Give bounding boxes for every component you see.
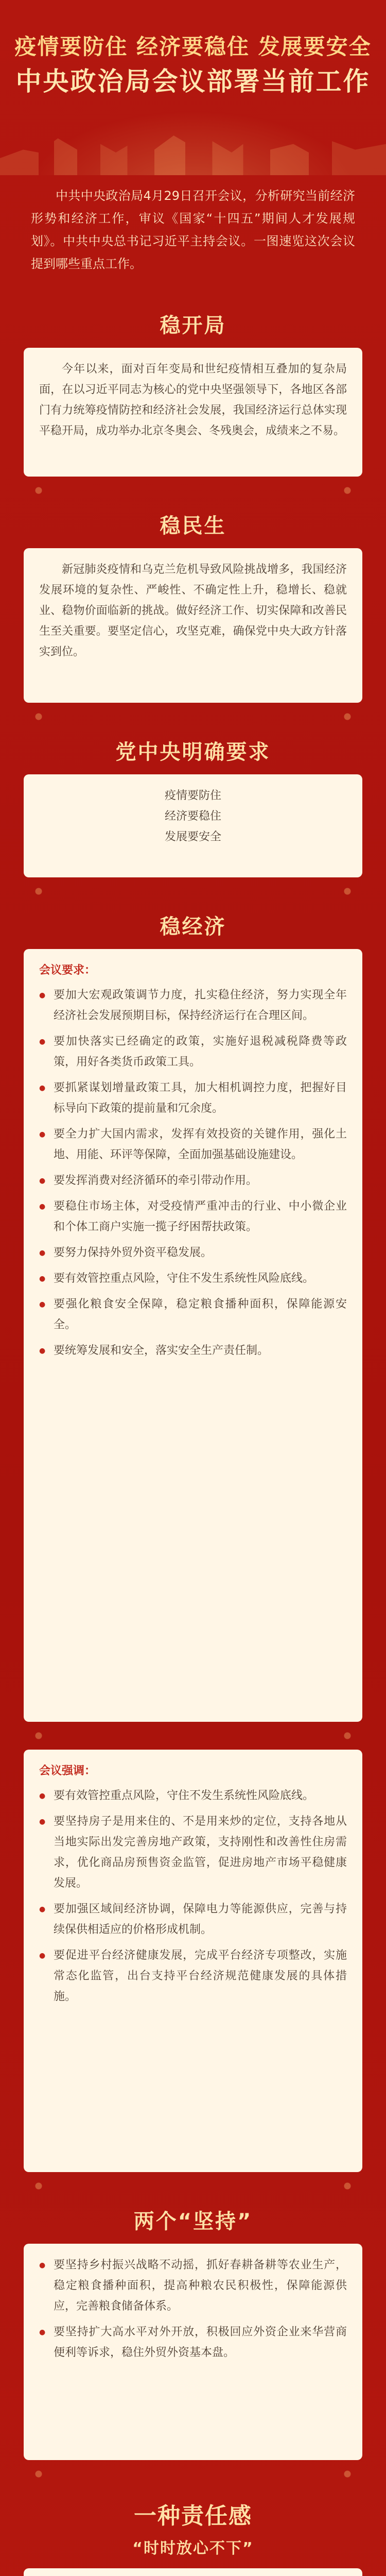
divider bbox=[0, 884, 386, 899]
wen-jingji-bullet: ● 要统筹发展和安全，落实安全生产责任制。 bbox=[39, 1341, 347, 1361]
huiyi-qiangdiao-heading: 会议强调： bbox=[39, 1765, 96, 1777]
huiyi-qiangdiao-bullet: ● 要坚持房子是用来住的、不是用来炒的定位，支持各地从当地实际出发完善房地产政策，支持刚性和改善性住房需求，优化商品房预售资金监管，促进房地产市场平稳健康发展。 bbox=[39, 1811, 347, 1894]
section-title-zeren bbox=[0, 2497, 386, 2558]
huiyi-qiangdiao-bullet: ● 要促进平台经济健康发展，完成平台经济专项整改，实施常态化监管，出台支持平台经济规范健康发展的具体措施。 bbox=[39, 1945, 347, 2007]
wen-jingji-bullet: ● 要稳住市场主体，对受疫情严重冲击的行业、中小微企业和个体工商户实施一揽子纾困帮扶政策。 bbox=[39, 1196, 347, 1238]
card-wen-minsheng bbox=[24, 548, 362, 703]
wen-jingji-bullet: ● 要抓紧谋划增量政策工具，加大相机调控力度，把握好目标导向下政策的提前量和冗余度。 bbox=[39, 1078, 347, 1119]
header-tagline: 疫情要防住 经济要稳住 发展要安全 bbox=[14, 34, 372, 59]
dangzhongyang-item: 发展要安全 bbox=[164, 831, 221, 843]
intro-paragraph: 中共中央政治局4月29日召开会议，分析研究当前经济形势和经济工作，审议《国家“十四五”期间人才发展规划》。中共中央总书记习近平主持会议。一图速览这次会议提到哪些重点工作。 bbox=[31, 189, 355, 271]
huiyi-qiangdiao-bullet: ● 要有效管控重点风险，守住不发生系统性风险底线。 bbox=[39, 1786, 347, 1806]
wen-kaiju-text: 今年以来，面对百年变局和世纪疫情相互叠加的复杂局面，在以习近平同志为核心的党中央坚强领导下，各地区各部门有力统筹疫情防控和经济社会发展，我国经济运行总体实现平稳开局，成功举办北京冬奥会、冬残奥会，成绩来之不易。 bbox=[39, 363, 347, 437]
dangzhongyang-item: 经济要稳住 bbox=[164, 810, 221, 823]
header-title: 中央政治局会议部署当前工作 bbox=[15, 66, 371, 96]
huiyi-qiangdiao-bullets bbox=[39, 1786, 347, 2007]
wen-jingji-bullet: ● 要加大宏观政策调节力度，扎实稳住经济，努力实现全年经济社会发展预期目标，保持经济运行在合理区间。 bbox=[39, 985, 347, 1026]
card-zeren bbox=[24, 2568, 362, 2576]
wen-jingji-bullet: ● 要加快落实已经确定的政策，实施好退税减税降费等政策，用好各类货币政策工具。 bbox=[39, 1031, 347, 1073]
section-title-wen-minsheng: 稳民生 bbox=[160, 514, 226, 538]
card-dangzhongyang bbox=[24, 774, 362, 877]
section-title-wen-kaiju: 稳开局 bbox=[160, 314, 226, 337]
divider bbox=[0, 2466, 386, 2482]
huiyi-qiangdiao-bullet: ● 要加强区域间经济协调，保障电力等能源供应，完善与持续保供相适应的价格形成机制。 bbox=[39, 1899, 347, 1940]
divider bbox=[0, 709, 386, 724]
wen-jingji-bullet: ● 要努力保持外贸外资平稳发展。 bbox=[39, 1243, 347, 1263]
hero-header bbox=[0, 0, 386, 175]
wen-minsheng-text: 新冠肺炎疫情和乌克兰危机导致风险挑战增多，我国经济发展环境的复杂性、严峻性、不确定性上升，稳增长、稳就业、稳物价面临新的挑战。做好经济工作、切实保障和改善民生至关重要。要坚定信心，攻坚克难，确保党中央大政方针落实到位。 bbox=[39, 563, 347, 658]
divider bbox=[0, 2178, 386, 2194]
card-wen-kaiju bbox=[24, 348, 362, 477]
dangzhongyang-list bbox=[39, 786, 347, 848]
liangge-jianchi-bullet: ● 要坚持扩大高水平对外开放，积极回应外资企业来华营商便利等诉求，稳住外贸外资基本盘。 bbox=[39, 2322, 347, 2363]
skyline-decoration bbox=[0, 118, 386, 175]
divider bbox=[0, 1728, 386, 1743]
wen-jingji-bullet: ● 要全力扩大国内需求，发挥有效投资的关键作用，强化土地、用能、环评等保障，全面加强基础设施建设。 bbox=[39, 1124, 347, 1165]
dangzhongyang-item: 疫情要防住 bbox=[164, 789, 221, 802]
divider bbox=[0, 483, 386, 498]
section-title-dangzhongyang: 党中央明确要求 bbox=[115, 740, 271, 764]
wen-jingji-bullet: ● 要发挥消费对经济循环的牵引带动作用。 bbox=[39, 1171, 347, 1191]
liangge-jianchi-bullets bbox=[39, 2255, 347, 2363]
zeren-title-main: 一种责任感 bbox=[134, 2503, 252, 2529]
card-wen-jingji bbox=[24, 949, 362, 1722]
section-title-liangge-jianchi: 两个“坚持” bbox=[133, 2210, 253, 2233]
wen-jingji-bullet: ● 要强化粮食安全保障，稳定粮食播种面积，保障能源安全。 bbox=[39, 1294, 347, 1335]
card-liangge-jianchi bbox=[24, 2244, 362, 2460]
zeren-title-sub: “时时放心不下” bbox=[132, 2539, 254, 2557]
huiyi-yaoqiu-heading: 会议要求： bbox=[39, 964, 96, 977]
wen-jingji-bullets bbox=[39, 985, 347, 1361]
card-huiyi-qiangdiao bbox=[24, 1750, 362, 2172]
wen-jingji-bullet: ● 要有效管控重点风险，守住不发生系统性风险底线。 bbox=[39, 1268, 347, 1289]
liangge-jianchi-bullet: ● 要坚持乡村振兴战略不动摇，抓好春耕备耕等农业生产，稳定粮食播种面积，提高种粮农民积极性，保障能源供应，完善粮食储备体系。 bbox=[39, 2255, 347, 2317]
section-title-wen-jingji: 稳经济 bbox=[160, 915, 226, 939]
